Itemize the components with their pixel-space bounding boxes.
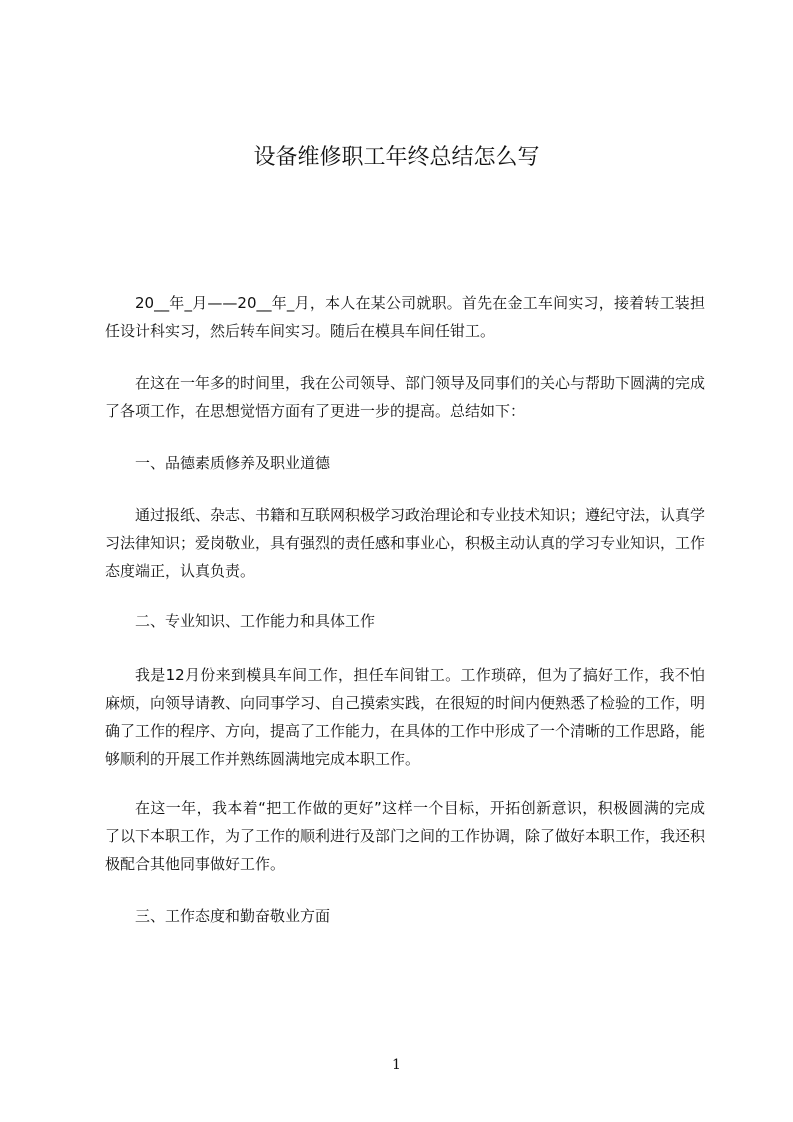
document-title: 设备维修职工年终总结怎么写 bbox=[253, 145, 540, 170]
paragraph-ethics: 通过报纸、杂志、书籍和互联网积极学习政治理论和专业技术知识；遵纪守法，认真学习法律知识；爱岗敬业，具有强烈的责任感和事业心，积极主动认真的学习专业知识，工作态度端正，认真负责。 bbox=[105, 506, 706, 580]
section-heading-work-attitude: 三、工作态度和勤奋敬业方面 bbox=[135, 907, 331, 925]
paragraph-goals: 在这一年，我本着“把工作做的更好”这样一个目标，开拓创新意识，积极圆满的完成了以下本职工作，为了工作的顺利进行及部门之间的工作协调，除了做好本职工作，我还积极配合其他同事做好工作。 bbox=[105, 799, 706, 873]
paragraph-work-details: 我是12月份来到模具车间工作，担任车间钳工。工作琐碎，但为了搞好工作，我不怕麻烦，向领导请教、向同事学习、自己摸索实践，在很短的时间内便熟悉了检验的工作，明确了工作的程序、方向，提高了工作能力，在具体的工作中形成了一个清晰的工作思路，能够顺利的开展工作并熟练圆满地完成本职工作。 bbox=[105, 666, 706, 768]
paragraph-employment-history: 20__年_月——20__年_月，本人在某公司就职。首先在金工车间实习，接着转工装担任设计科实习，然后转车间实习。随后在模具车间任钳工。 bbox=[105, 294, 705, 340]
paragraph-summary-intro: 在这在一年多的时间里，我在公司领导、部门领导及同事们的关心与帮助下圆满的完成了各项工作，在思想觉悟方面有了更进一步的提高。总结如下： bbox=[105, 374, 706, 420]
page-number: 1 bbox=[392, 1057, 401, 1073]
section-heading-work-ability: 二、专业知识、工作能力和具体工作 bbox=[135, 612, 376, 630]
section-heading-ethics: 一、品德素质修养及职业道德 bbox=[135, 454, 331, 472]
